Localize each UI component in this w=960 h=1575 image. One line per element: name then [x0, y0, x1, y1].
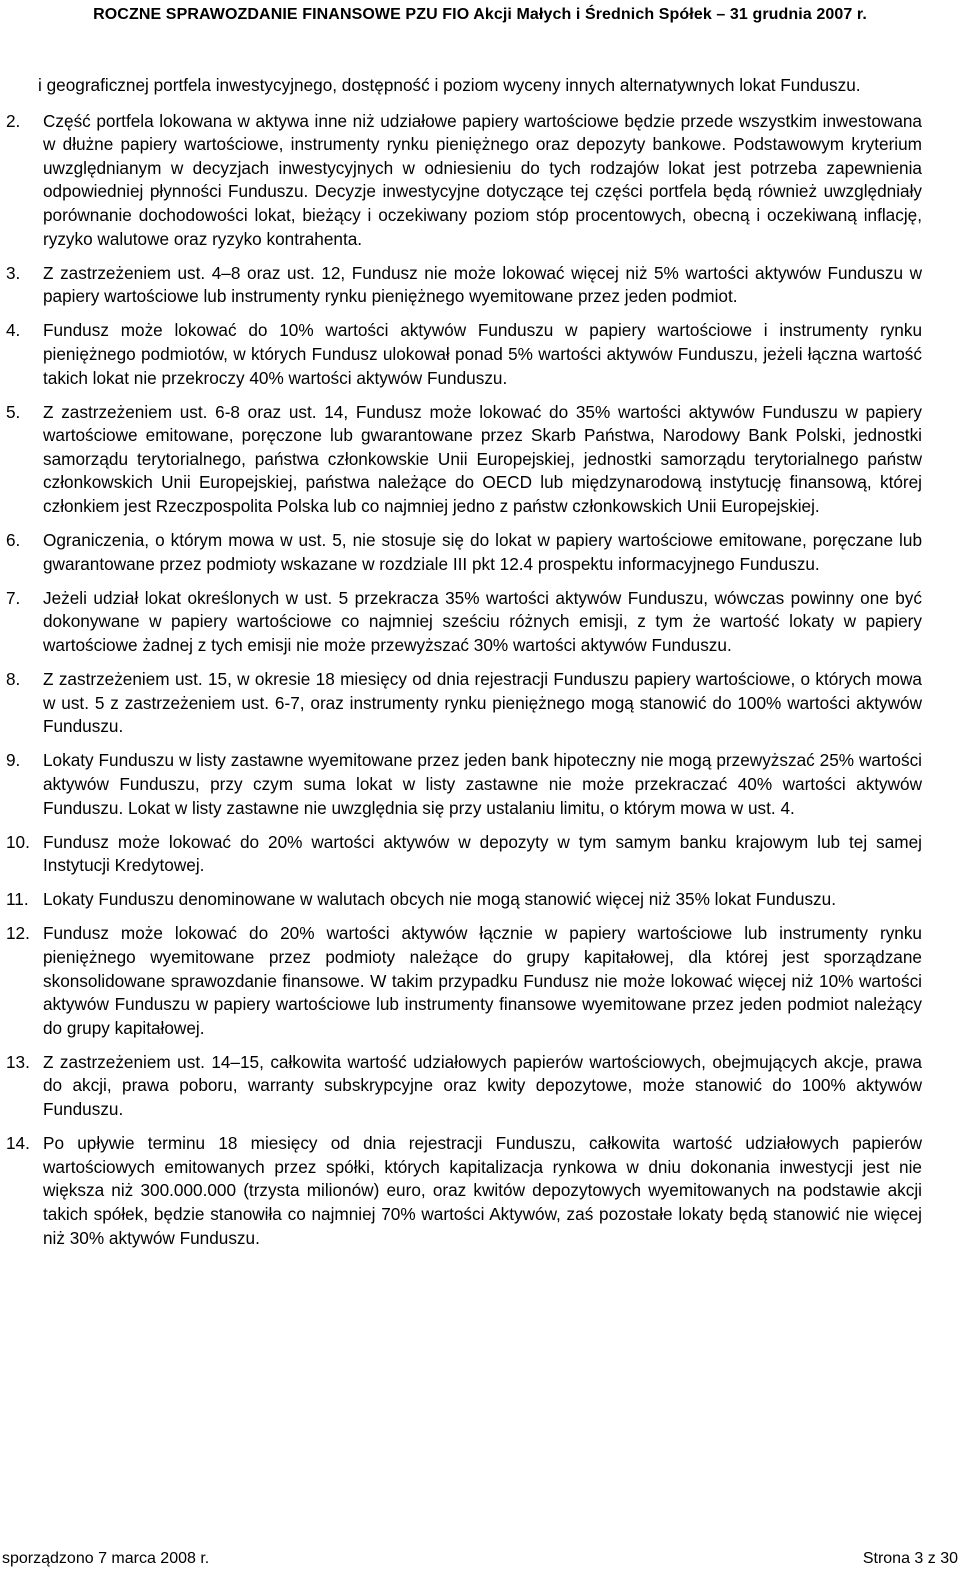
- item-number: 5.: [6, 401, 21, 422]
- list-item-12: [6, 922, 922, 1040]
- document-footer: [0, 1549, 960, 1569]
- item-text: Lokaty Funduszu denominowane w walutach obcych nie mogą stanowić więcej niż 35% lokat Funduszu.: [43, 889, 836, 910]
- document-header: ROCZNE SPRAWOZDANIE FINANSOWE PZU FIO Akcji Małych i Średnich Spółek – 31 grudnia 2007 r.: [93, 6, 867, 23]
- list-item-9: [6, 749, 922, 820]
- item-number: 2.: [6, 110, 21, 131]
- item-text: Fundusz może lokować do 20% wartości aktywów łącznie w papiery wartościowe lub instrumenty rynku pieniężnego wyemitowane przez podmioty należące do grupy kapitałowej, dla której jest sporządzane skonsolidowane sprawozdanie finansowe. W takim przypadku Fundusz nie może lokować więcej niż 10% wartości aktywów Funduszu w papiery wartościowe lub instrumenty finansowe wyemitowane przez jeden podmiot należący do grupy kapitałowej.: [43, 923, 922, 1038]
- list-item-11: [6, 888, 922, 912]
- item-text: Po upływie terminu 18 miesięcy od dnia rejestracji Funduszu, całkowita wartość udziałowych papierów wartościowych emitowanych przez spółki, których kapitalizacja rynkowa w dniu dokonania inwestycji jest nie większa niż 300.000.000 (trzysta milionów) euro, oraz kwitów depozytowych wyemitowanych na podstawie akcji takich spółek, będzie stanowiła co najmniej 70% wartości Aktywów, zaś pozostałe lokaty będą stanowić nie więcej niż 30% aktywów Funduszu.: [43, 1133, 922, 1248]
- list-item-4: [6, 319, 922, 390]
- list-item-14: [6, 1132, 922, 1250]
- list-item-3: [6, 262, 922, 309]
- document-body: [6, 74, 922, 1261]
- item-number: 14.: [6, 1133, 30, 1154]
- item-text: Z zastrzeżeniem ust. 14–15, całkowita wartość udziałowych papierów wartościowych, obejmujących akcje, prawa do akcji, prawa poboru, warranty subskrypcyjne oraz kwity depozytowe, może stanowić do 100% aktywów Funduszu.: [43, 1051, 922, 1120]
- list-item-7: [6, 587, 922, 658]
- item-text: Lokaty Funduszu w listy zastawne wyemitowane przez jeden bank hipoteczny nie mogą przewyższać 25% wartości aktywów Funduszu, przy czym suma lokat w listy zastawne nie może przekraczać 40% wartości aktywów Funduszu. Lokat w listy zastawne nie uwzględnia się przy ustalaniu limitu, o którym mowa w ust. 4.: [43, 750, 922, 818]
- list-item-10: [6, 831, 922, 878]
- item-text: Fundusz może lokować do 20% wartości aktywów w depozyty w tym samym banku krajowym lub tej samej Instytucji Kredytowej.: [43, 831, 922, 876]
- list-item-8: [6, 668, 922, 739]
- list-item-5: [6, 401, 922, 519]
- list-item-13: [6, 1051, 922, 1122]
- item-number: 12.: [6, 923, 30, 944]
- item-text: Część portfela lokowana w aktywa inne niż udziałowe papiery wartościowe będzie przede wszystkim inwestowana w dłużne papiery wartościowe, instrumenty rynku pieniężnego oraz depozyty bankowe. Podstawowym kryterium uwzględnianym w decyzjach inwestycyjnych w odniesieniu do tych rodzajów lokat jest potrzeba zapewnienia odpowiedniej płynności Funduszu. Decyzje inwestycyjne dotyczące tej części portfela będą również uwzględniały porównanie dochodowości lokat, bieżący i oczekiwany poziom stóp procentowych, obecną i oczekiwaną inflację, ryzyko walutowe oraz ryzyko kontrahenta.: [43, 110, 922, 249]
- item-number: 8.: [6, 669, 21, 690]
- item-number: 11.: [6, 889, 29, 910]
- item-text: Ograniczenia, o którym mowa w ust. 5, nie stosuje się do lokat w papiery wartościowe emitowane, poręczane lub gwarantowane przez podmioty wskazane w rozdziale III pkt 12.4 prospektu informacyjnego Funduszu.: [43, 530, 922, 574]
- item-number: 9.: [6, 750, 21, 771]
- list-item-6: [6, 529, 922, 576]
- item-number: 3.: [6, 262, 21, 283]
- item-text: Z zastrzeżeniem ust. 15, w okresie 18 miesięcy od dnia rejestracji Funduszu papiery wartościowe, o których mowa w ust. 5 z zastrzeżeniem ust. 6-7, oraz instrumenty rynku pieniężnego mogą stanowić do 100% wartości aktywów Funduszu.: [43, 669, 922, 737]
- continuation-paragraph: i geograficznej portfela inwestycyjnego, dostępność i poziom wyceny innych alternatywnych lokat Funduszu.: [38, 75, 861, 95]
- item-text: Jeżeli udział lokat określonych w ust. 5 przekracza 35% wartości aktywów Funduszu, wówczas powinny one być dokonywane w papiery wartościowe co najmniej sześciu różnych emisji, z tym że wartość lokaty w papiery wartościowe żadnej z tych emisji nie może przewyższać 30% wartości aktywów Funduszu.: [43, 587, 922, 655]
- item-number: 7.: [6, 587, 21, 608]
- item-number: 6.: [6, 530, 21, 551]
- item-text: Z zastrzeżeniem ust. 6-8 oraz ust. 14, Fundusz może lokować do 35% wartości aktywów Funduszu w papiery wartościowe emitowane, poręczone lub gwarantowane przez Skarb Państwa, Narodowy Bank Polski, jednostki samorządu terytorialnego, państwa członkowskie Unii Europejskiej, jednostki samorządu terytorialnego państw członkowskich Unii Europejskiej, państwa należące do OECD lub międzynarodową instytucję finansową, której członkiem jest Rzeczpospolita Polska lub co najmniej jedno z państw członkowskich Unii Europejskiej.: [43, 401, 922, 516]
- item-number: 10.: [6, 831, 30, 852]
- footer-page-number: Strona 3 z 30: [862, 1550, 958, 1567]
- item-text: Fundusz może lokować do 10% wartości aktywów Funduszu w papiery wartościowe i instrumenty rynku pieniężnego podmiotów, w których Fundusz ulokował ponad 5% wartości aktywów Funduszu, jeżeli łączna wartość takich lokat nie przekroczy 40% wartości aktywów Funduszu.: [43, 320, 922, 388]
- item-number: 13.: [6, 1051, 30, 1072]
- footer-date: sporządzono 7 marca 2008 r.: [2, 1550, 210, 1567]
- list-item-2: [6, 110, 922, 252]
- item-number: 4.: [6, 320, 21, 341]
- item-text: Z zastrzeżeniem ust. 4–8 oraz ust. 12, Fundusz nie może lokować więcej niż 5% wartości aktywów Funduszu w papiery wartościowe lub instrumenty rynku pieniężnego wyemitowane przez jeden podmiot.: [43, 262, 922, 307]
